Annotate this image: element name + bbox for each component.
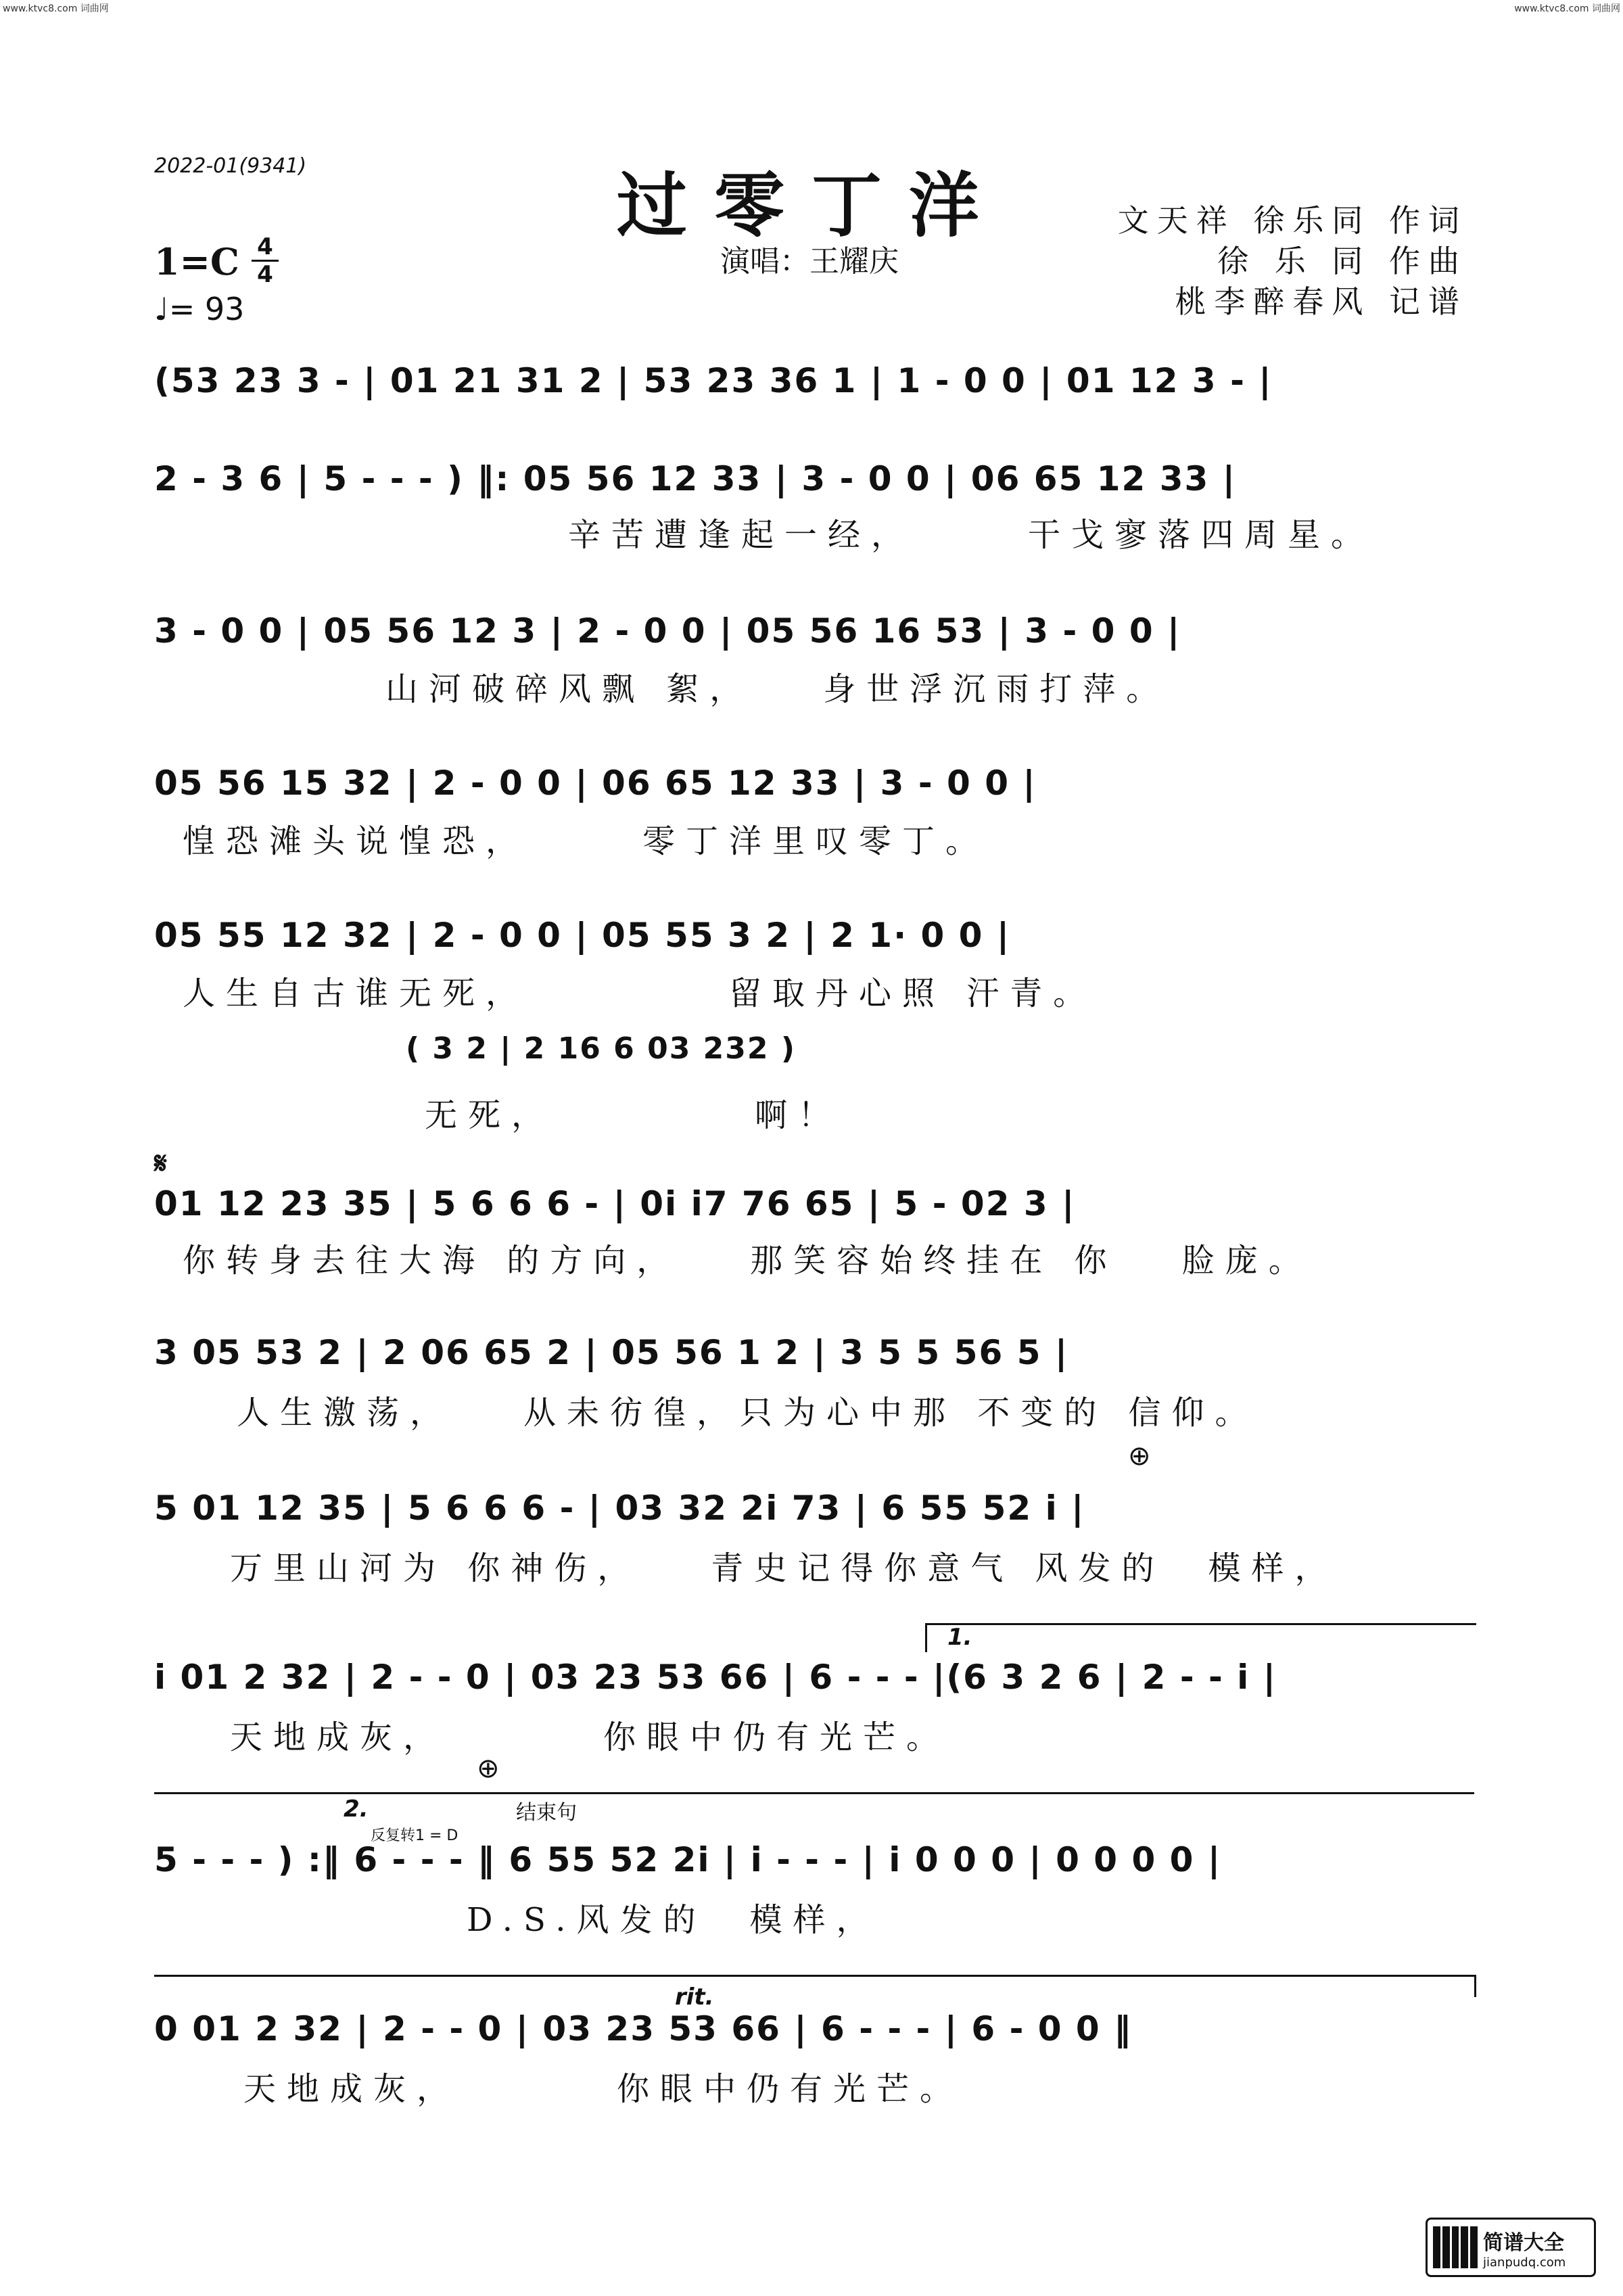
lyrics-row-3: 山河破碎风飘 絮， 身世浮沉雨打萍。 (385, 670, 1170, 708)
lyrics-row-8: 万里山河为 你神伤， 青史记得你意气 风发的 模样， (230, 1549, 1338, 1587)
alternate-phrase (406, 1025, 879, 1072)
lyrics-row-10: D.S.风发的 模样， (467, 1901, 880, 1939)
lyrics-alternate: 无死， 啊！ (425, 1096, 842, 1134)
score-row-2 (154, 455, 1474, 502)
notes: 3 05 53 2 | 2 06 65 2 | 05 56 1 2 | 3 5 5 56 5 | (154, 1333, 1069, 1372)
score-code: 2022-01(9341) (154, 154, 307, 178)
score-row-9 (154, 1654, 1474, 1701)
watermark-top-left: www.ktvc8.com 词曲网 (3, 3, 109, 14)
ending-bracket (154, 1792, 1474, 1844)
watermark-top-right: www.ktvc8.com 词曲网 (1514, 3, 1620, 14)
notes: 01 12 23 35 | 5 6 6 6 - | 0i i7 76 65 | 5 - 02 3 | (154, 1184, 1076, 1223)
modulation-label: 反复转1 = D (371, 1827, 458, 1844)
coda-sign-2: ⊕ (477, 1753, 500, 1784)
score-row-5 (154, 912, 1474, 959)
score-row-10 (154, 1836, 1474, 1883)
score-row-6 (154, 1180, 1474, 1227)
score-row-11 (154, 2005, 1474, 2053)
lyrics-row-7: 人生激荡， 从未彷徨，只为心中那 不变的 信仰。 (237, 1394, 1259, 1432)
piano-icon (1433, 2226, 1478, 2268)
time-signature-top: 4 (257, 233, 273, 260)
segno-sign: 𝄋 (154, 1146, 167, 1181)
notes: 2 - 3 6 | 5 - - - ) ‖: 05 56 12 33 | 3 - 0 0 | 06 65 12 33 | (154, 459, 1237, 498)
ending-label: 结束句 (516, 1801, 577, 1825)
score-row-1 (154, 357, 1474, 404)
final-bracket (154, 1975, 1476, 2011)
song-title: 过零丁洋 (616, 164, 1006, 247)
score-row-7 (154, 1329, 1474, 1376)
score-row-3 (154, 607, 1474, 655)
lyrics-row-6: 你转身去往大海 的方向， 那笑容始终挂在 你 脸庞。 (183, 1242, 1312, 1280)
lyrics-row-2: 辛苦遭逢起一经， 干戈寥落四周星。 (568, 516, 1375, 554)
notes: 5 01 12 35 | 5 6 6 6 - | 03 32 2i 73 | 6 55 52 i | (154, 1489, 1085, 1528)
singer-credit: 演唱：王耀庆 (720, 244, 899, 279)
time-signature-bottom: 4 (252, 260, 279, 287)
logo-url: jianpudq.com (1483, 2255, 1566, 2270)
notes: 3 - 0 0 | 05 56 12 3 | 2 - 0 0 | 05 56 16 53 | 3 - 0 0 | (154, 611, 1181, 651)
ritardando-mark: rit. (675, 1984, 714, 2011)
score-row-8 (154, 1484, 1474, 1532)
volta-bracket-1 (925, 1623, 1476, 1652)
composer-credit: 徐 乐 同 作曲 (1217, 243, 1467, 279)
site-logo[interactable] (1426, 2218, 1596, 2277)
lyrics-row-4: 惶恐滩头说惶恐， 零丁洋里叹零丁。 (183, 822, 989, 860)
tempo-marking: ♩= 93 (154, 291, 245, 327)
coda-sign-1: ⊕ (1128, 1440, 1151, 1472)
lyricist-credit: 文天祥 徐乐同 作词 (1117, 202, 1467, 239)
score-row-4 (154, 759, 1474, 807)
volta-2-label: 2. (344, 1796, 369, 1823)
notes: 5 - - - ) :‖ 6 - - - ‖ 6 55 52 2i | i - - - | i 0 0 0 | 0 0 0 0 | (154, 1840, 1222, 1879)
lyrics-row-5: 人生自古谁无死， 留取丹心照 汗青。 (183, 975, 1097, 1012)
lyrics-row-11: 天地成灰， 你眼中仍有光芒。 (243, 2070, 964, 2108)
notes: i 01 2 32 | 2 - - 0 | 03 23 53 66 | 6 - - - |(6 3 2 6 | 2 - - i | (154, 1658, 1277, 1697)
logo-name: 简谱大全 (1483, 2230, 1564, 2255)
lyrics-row-9: 天地成灰， 你眼中仍有光芒。 (230, 1718, 950, 1756)
volta-1-label: 1. (947, 1624, 972, 1651)
notes: (53 23 3 - | 01 21 31 2 | 53 23 36 1 | 1 - 0 0 | 01 12 3 - | (154, 361, 1273, 400)
notes: 05 56 15 32 | 2 - 0 0 | 06 65 12 33 | 3 - 0 0 | (154, 764, 1037, 803)
notes: 05 55 12 32 | 2 - 0 0 | 05 55 3 2 | 2 1· 0 0 | (154, 916, 1011, 955)
key-signature: 1=C (154, 240, 239, 283)
notes: ( 3 2 | 2 16 6 03 232 ) (406, 1031, 796, 1066)
notes: 0 01 2 32 | 2 - - 0 | 03 23 53 66 | 6 - - - | 6 - 0 0 ‖ (154, 2009, 1133, 2048)
transcriber-credit: 桃李醉春风 记谱 (1175, 283, 1467, 320)
time-signature (252, 234, 279, 287)
